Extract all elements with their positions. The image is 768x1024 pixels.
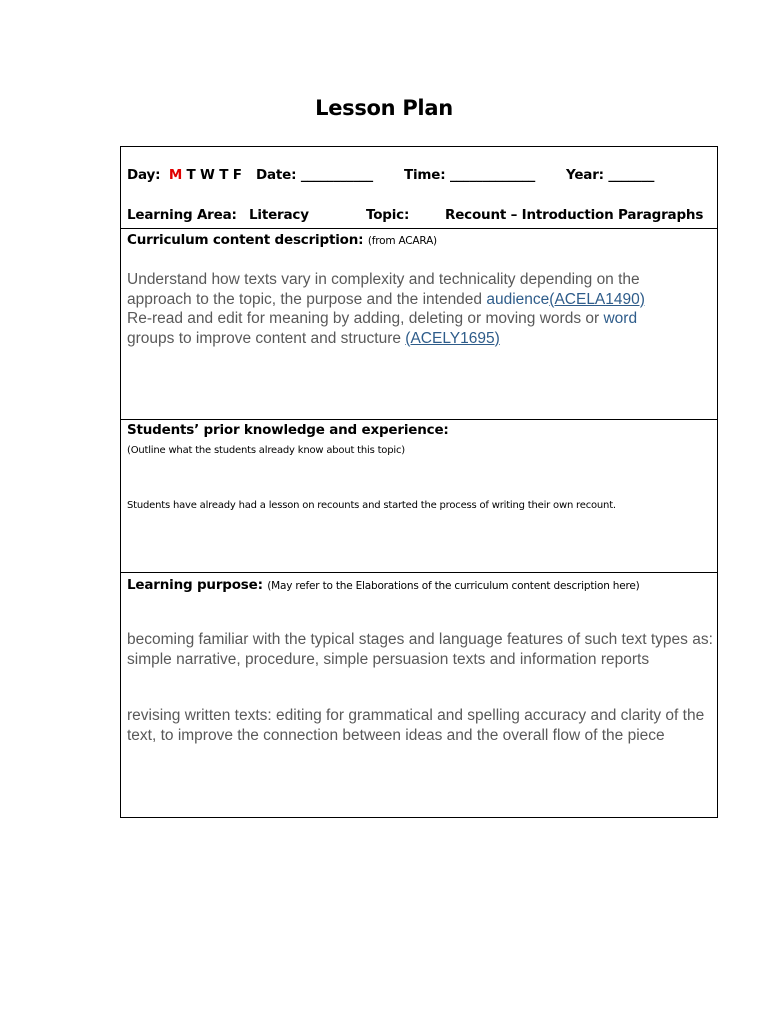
word-term: word (603, 310, 638, 327)
prior-knowledge-note: (Outline what the students already know about this topic) (127, 445, 405, 456)
audience-term: audience (486, 290, 550, 308)
curriculum-line-3 (127, 309, 645, 329)
curriculum-line-2 (127, 290, 645, 310)
lesson-plan-table (120, 146, 718, 818)
learning-purpose-heading (127, 576, 640, 594)
learning-area-label: Learning Area: (127, 207, 237, 223)
learning-purpose-heading-text: Learning purpose: (127, 577, 263, 593)
year-field: Year: _______ (566, 167, 655, 183)
curriculum-line-4-text: groups to improve content and structure (127, 329, 406, 347)
day-field (127, 167, 242, 183)
topic-label: Topic: (366, 207, 410, 223)
date-field: Date: ___________ (256, 167, 373, 183)
learning-purpose-para-1: becoming familiar with the typical stages and language features of such text types as: simple narrative, procedure, simple persuasion texts and information reports (127, 631, 713, 668)
curriculum-description (127, 270, 645, 348)
acela1490-link[interactable]: (ACELA1490) (549, 290, 645, 308)
prior-knowledge-heading: Students’ prior knowledge and experience: (127, 422, 449, 438)
curriculum-heading (127, 232, 437, 248)
curriculum-line-1: Understand how texts vary in complexity and technicality depending on the (127, 271, 640, 288)
time-field: Time: _____________ (404, 167, 536, 183)
topic-value: Recount – Introduction Paragraphs (445, 207, 704, 223)
prior-knowledge-section (121, 419, 717, 572)
header-row (121, 147, 717, 228)
learning-purpose-para-2: revising written texts: editing for grammatical and spelling accuracy and clarity of the text, to improve the connection between ideas and the overall flow of the piece (127, 707, 705, 744)
curriculum-heading-text: Curriculum content description: (127, 232, 364, 248)
acely1695-link[interactable]: (ACELY1695) (405, 329, 500, 347)
day-label: Day: (127, 167, 161, 183)
prior-knowledge-body: Students have already had a lesson on recounts and started the process of writing their own recount. (127, 500, 616, 511)
curriculum-section (121, 228, 717, 419)
learning-area-value: Literacy (249, 207, 309, 223)
day-selected: M (168, 167, 183, 183)
day-options: T W T F (186, 167, 242, 183)
curriculum-line-2-text: approach to the topic, the purpose and the intended (127, 290, 487, 308)
learning-purpose-section (121, 572, 717, 819)
learning-purpose-note: (May refer to the Elaborations of the curriculum content description here) (267, 580, 640, 592)
curriculum-line-3-text: Re-read and edit for meaning by adding, deleting or moving words or (127, 310, 604, 327)
curriculum-heading-note: (from ACARA) (367, 235, 437, 247)
curriculum-line-4 (127, 329, 645, 349)
page-title: Lesson Plan (315, 96, 453, 120)
